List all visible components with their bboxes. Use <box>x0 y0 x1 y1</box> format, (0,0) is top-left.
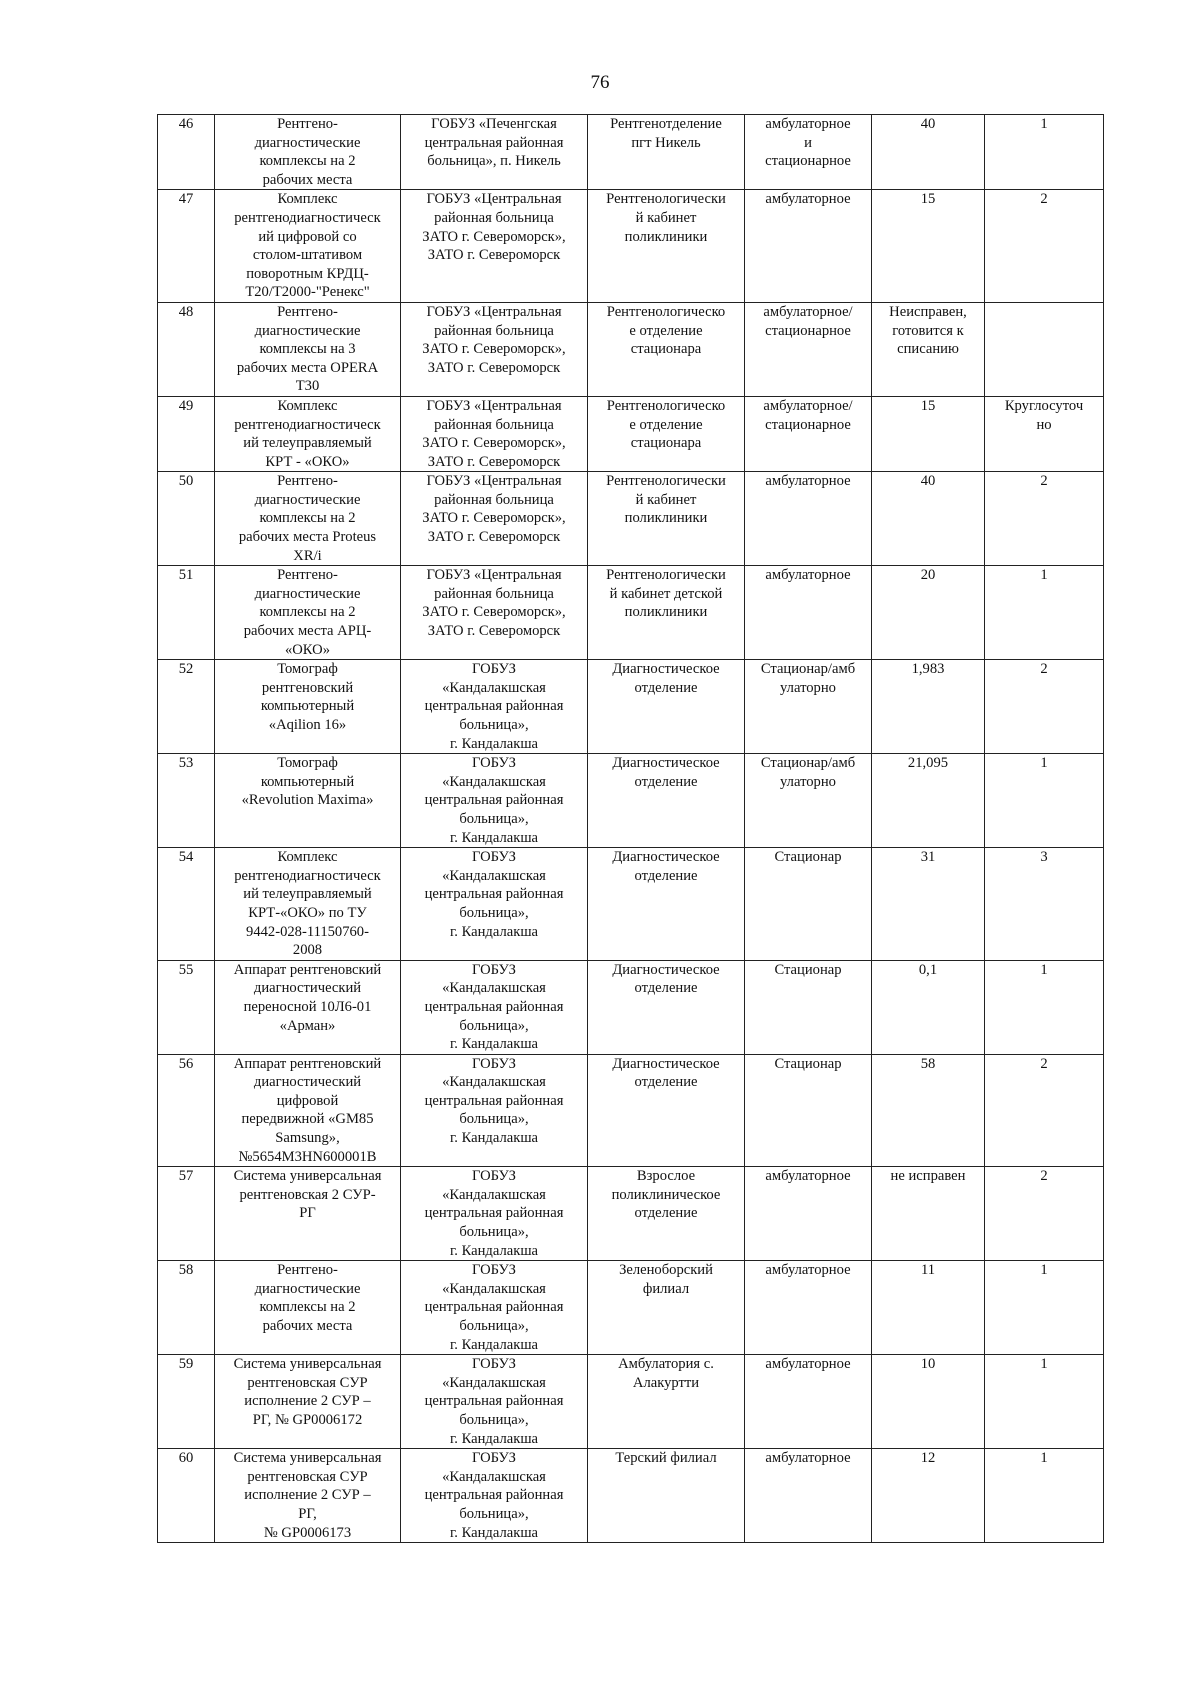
service-mode-cell: амбулаторное <box>745 1449 872 1543</box>
department-cell: Зеленоборский филиал <box>588 1261 745 1355</box>
workload-cell: 1,983 <box>872 660 985 754</box>
department-cell: Амбулатория с. Алакуртти <box>588 1355 745 1449</box>
workload-cell: 10 <box>872 1355 985 1449</box>
workload-cell: 40 <box>872 115 985 190</box>
table-row <box>158 1054 1104 1167</box>
department-cell: Диагностическое отделение <box>588 848 745 961</box>
row-number-cell: 50 <box>158 472 215 566</box>
service-mode-cell: Стационар <box>745 848 872 961</box>
department-cell: Рентгенотделение пгт Никель <box>588 115 745 190</box>
equipment-name-cell: Томограф рентгеновский компьютерный «Aqilion 16» <box>215 660 401 754</box>
table-row <box>158 1261 1104 1355</box>
row-number-cell: 56 <box>158 1054 215 1167</box>
service-mode-cell: амбулаторное <box>745 190 872 303</box>
row-number-cell: 59 <box>158 1355 215 1449</box>
row-number-cell: 48 <box>158 302 215 396</box>
equipment-name-cell: Комплекс рентгенодиагностическ ий телеуправляемый КРТ - «ОКО» <box>215 396 401 471</box>
table-row <box>158 754 1104 848</box>
department-cell: Диагностическое отделение <box>588 660 745 754</box>
shifts-cell: 2 <box>985 472 1104 566</box>
shifts-cell: 2 <box>985 1167 1104 1261</box>
workload-cell: 0,1 <box>872 960 985 1054</box>
equipment-name-cell: Рентгено- диагностические комплексы на 2 рабочих места <box>215 115 401 190</box>
equipment-name-cell: Рентгено- диагностические комплексы на 2 рабочих места АРЦ- «ОКО» <box>215 566 401 660</box>
organization-cell: ГОБУЗ «Кандалакшская центральная районная больница», г. Кандалакша <box>401 660 588 754</box>
equipment-name-cell: Томограф компьютерный «Revolution Maxima» <box>215 754 401 848</box>
department-cell: Рентгенологически й кабинет поликлиники <box>588 190 745 303</box>
department-cell: Рентгенологическо е отделение стационара <box>588 396 745 471</box>
workload-cell: 40 <box>872 472 985 566</box>
shifts-cell: 3 <box>985 848 1104 961</box>
shifts-cell: Круглосуточ но <box>985 396 1104 471</box>
workload-cell: 31 <box>872 848 985 961</box>
row-number-cell: 52 <box>158 660 215 754</box>
workload-cell: 12 <box>872 1449 985 1543</box>
row-number-cell: 55 <box>158 960 215 1054</box>
department-cell: Рентгенологическо е отделение стационара <box>588 302 745 396</box>
organization-cell: ГОБУЗ «Кандалакшская центральная районная больница», г. Кандалакша <box>401 1355 588 1449</box>
shifts-cell: 1 <box>985 115 1104 190</box>
service-mode-cell: амбулаторное <box>745 1261 872 1355</box>
organization-cell: ГОБУЗ «Кандалакшская центральная районная больница», г. Кандалакша <box>401 754 588 848</box>
equipment-name-cell: Рентгено- диагностические комплексы на 2 рабочих места Proteus XR/i <box>215 472 401 566</box>
table-row <box>158 848 1104 961</box>
shifts-cell: 2 <box>985 190 1104 303</box>
equipment-table <box>157 114 1104 1543</box>
row-number-cell: 46 <box>158 115 215 190</box>
row-number-cell: 57 <box>158 1167 215 1261</box>
equipment-name-cell: Рентгено- диагностические комплексы на 3 рабочих места OPERA Т30 <box>215 302 401 396</box>
department-cell: Диагностическое отделение <box>588 960 745 1054</box>
service-mode-cell: Стационар <box>745 1054 872 1167</box>
service-mode-cell: Стационар <box>745 960 872 1054</box>
organization-cell: ГОБУЗ «Кандалакшская центральная районная больница», г. Кандалакша <box>401 1449 588 1543</box>
department-cell: Взрослое поликлиническое отделение <box>588 1167 745 1261</box>
organization-cell: ГОБУЗ «Центральная районная больница ЗАТО г. Североморск», ЗАТО г. Североморск <box>401 302 588 396</box>
row-number-cell: 53 <box>158 754 215 848</box>
workload-cell: не исправен <box>872 1167 985 1261</box>
service-mode-cell: амбулаторное и стационарное <box>745 115 872 190</box>
service-mode-cell: амбулаторное/ стационарное <box>745 302 872 396</box>
shifts-cell: 1 <box>985 1261 1104 1355</box>
shifts-cell: 1 <box>985 1449 1104 1543</box>
workload-cell: 15 <box>872 190 985 303</box>
table-row <box>158 566 1104 660</box>
table-row <box>158 302 1104 396</box>
row-number-cell: 49 <box>158 396 215 471</box>
row-number-cell: 51 <box>158 566 215 660</box>
equipment-name-cell: Комплекс рентгенодиагностическ ий цифровой со столом-штативом поворотным КРДЦ- Т20/Т2000-"Ренекс" <box>215 190 401 303</box>
table-row <box>158 660 1104 754</box>
row-number-cell: 47 <box>158 190 215 303</box>
page-number: 76 <box>590 72 610 93</box>
shifts-cell: 1 <box>985 960 1104 1054</box>
department-cell: Диагностическое отделение <box>588 1054 745 1167</box>
service-mode-cell: амбулаторное <box>745 472 872 566</box>
organization-cell: ГОБУЗ «Центральная районная больница ЗАТО г. Североморск», ЗАТО г. Североморск <box>401 472 588 566</box>
row-number-cell: 60 <box>158 1449 215 1543</box>
organization-cell: ГОБУЗ «Кандалакшская центральная районная больница», г. Кандалакша <box>401 1167 588 1261</box>
table-row <box>158 115 1104 190</box>
workload-cell: 58 <box>872 1054 985 1167</box>
equipment-name-cell: Комплекс рентгенодиагностическ ий телеуправляемый КРТ-«ОКО» по ТУ 9442-028-11150760- 2008 <box>215 848 401 961</box>
organization-cell: ГОБУЗ «Кандалакшская центральная районная больница», г. Кандалакша <box>401 848 588 961</box>
organization-cell: ГОБУЗ «Кандалакшская центральная районная больница», г. Кандалакша <box>401 1261 588 1355</box>
table-row <box>158 472 1104 566</box>
table-row <box>158 190 1104 303</box>
service-mode-cell: амбулаторное <box>745 1355 872 1449</box>
service-mode-cell: Стационар/амб улаторно <box>745 754 872 848</box>
shifts-cell <box>985 302 1104 396</box>
equipment-name-cell: Аппарат рентгеновский диагностический цифровой передвижной «GM85 Samsung», №5654M3HN600001B <box>215 1054 401 1167</box>
row-number-cell: 58 <box>158 1261 215 1355</box>
service-mode-cell: амбулаторное <box>745 1167 872 1261</box>
table-row <box>158 1449 1104 1543</box>
department-cell: Диагностическое отделение <box>588 754 745 848</box>
workload-cell: 11 <box>872 1261 985 1355</box>
equipment-name-cell: Система универсальная рентгеновская СУР исполнение 2 СУР – РГ, № GP0006172 <box>215 1355 401 1449</box>
workload-cell: 20 <box>872 566 985 660</box>
organization-cell: ГОБУЗ «Кандалакшская центральная районная больница», г. Кандалакша <box>401 1054 588 1167</box>
service-mode-cell: Стационар/амб улаторно <box>745 660 872 754</box>
equipment-name-cell: Система универсальная рентгеновская 2 СУР- РГ <box>215 1167 401 1261</box>
workload-cell: 21,095 <box>872 754 985 848</box>
shifts-cell: 1 <box>985 1355 1104 1449</box>
shifts-cell: 1 <box>985 566 1104 660</box>
organization-cell: ГОБУЗ «Центральная районная больница ЗАТО г. Североморск», ЗАТО г. Североморск <box>401 396 588 471</box>
workload-cell: 15 <box>872 396 985 471</box>
row-number-cell: 54 <box>158 848 215 961</box>
shifts-cell: 1 <box>985 754 1104 848</box>
organization-cell: ГОБУЗ «Печенгская центральная районная больница», п. Никель <box>401 115 588 190</box>
organization-cell: ГОБУЗ «Центральная районная больница ЗАТО г. Североморск», ЗАТО г. Североморск <box>401 566 588 660</box>
equipment-name-cell: Система универсальная рентгеновская СУР исполнение 2 СУР – РГ, № GP0006173 <box>215 1449 401 1543</box>
table-row <box>158 396 1104 471</box>
shifts-cell: 2 <box>985 1054 1104 1167</box>
organization-cell: ГОБУЗ «Центральная районная больница ЗАТО г. Североморск», ЗАТО г. Североморск <box>401 190 588 303</box>
department-cell: Рентгенологически й кабинет детской поликлиники <box>588 566 745 660</box>
organization-cell: ГОБУЗ «Кандалакшская центральная районная больница», г. Кандалакша <box>401 960 588 1054</box>
service-mode-cell: амбулаторное <box>745 566 872 660</box>
table-row <box>158 1355 1104 1449</box>
department-cell: Рентгенологически й кабинет поликлиники <box>588 472 745 566</box>
service-mode-cell: амбулаторное/ стационарное <box>745 396 872 471</box>
table-row <box>158 960 1104 1054</box>
table-row <box>158 1167 1104 1261</box>
shifts-cell: 2 <box>985 660 1104 754</box>
department-cell: Терский филиал <box>588 1449 745 1543</box>
equipment-name-cell: Рентгено- диагностические комплексы на 2 рабочих места <box>215 1261 401 1355</box>
workload-cell: Неисправен, готовится к списанию <box>872 302 985 396</box>
equipment-name-cell: Аппарат рентгеновский диагностический переносной 10Л6-01 «Арман» <box>215 960 401 1054</box>
